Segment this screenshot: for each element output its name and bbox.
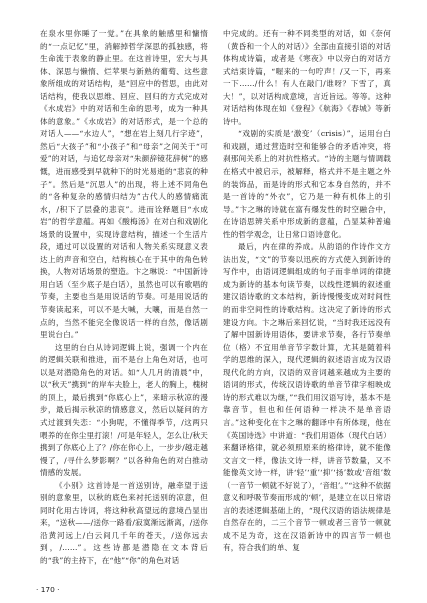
body-paragraph: 中完成的。还有一种不同类型的对话，如《奈何（黄昏和一个人的对话）》全部由直接引语的对话体构成诗篇，或者是《寒夜》中以旁白的对话方式结束诗篇，“喔来的一句咛声！/又一下，再来一下……/什么！有人在敲门/谁呀？下雪了，真大！”，以对话构成意境，言近旨远。等等。这种对话结构体现在如《登程》《航海》《春城》等新诗中。: [223, 29, 391, 126]
body-paragraph: “戏剧的实质是‘激变’（crisis）”，运用台白和戏剧，通过营造时空和能够合的矛盾冲突，将刹那间关系上的对抗性格式。“诗的主题与情调载在格式中被启示，被解释，格式并不是主题之外的装饰品，而是诗的形式和它本身自然的，并不是一首诗的“外衣”，它乃是一种有机体上的引导。”卞之琳的诗就在富有爆发性的时空融合中，在诗语思辨关系中形成新的意蕴，凸显某种普遍性的哲学观念，让日常口语诗意化。: [223, 129, 391, 239]
body-paragraph: 这里的台白从诗词逻辑上说，强调一个内在的逻辑关联和推进，而不是台上角色对话，也可以是对潜隐角色的对话。如“人几月的清晨”中，以“秋天”携到“的岸车夫脸上，老人的胸上，槐树的顶上，最后携到“你底心上”，来暗示秋凉的漫步，最后揭示秋凉的情感意义，然后以疑问的方式过渡到失恋：“小狗呢，不懂得季节，/这两只喂养的在你尘里打滚！/可是年轻人，怎么让/秋天携到了你底心上了？/你在你心上，一步步/越走越慢了，/寻什么梦影啊？”以各种角色的对白推动情感的发展。: [40, 342, 208, 478]
page-number: · 170 ·: [36, 585, 60, 594]
right-column: [223, 28, 391, 576]
body-paragraph: 在泉水里你睡了一觉。”在具象的触感里和慵惰的“一点记忆”里，消解掉哲学深思的孤独感，将生命流于表象的静止里。在这首诗里，宏大与具体、深思与懒惰、烂苹果与新熟的葡萄、这些意象所组成的对话结构，是“回应中的哲思，由此对话结构，使我以思维、回应、回归的方式完成对《水成岩》中的对话和生命的思考，成为一种具体的意象。”《水成岩》的对话形式，是一个总的对话人——“水边人”，“想在岩上刻几行字迹”，然后“大孩子”和“小孩子”和“母亲”之间关于“可爱”的对话，与追忆母亲对“朱颜辞镜花辞树”的感慨，进而感受到早就种下的时光易逝的“悲哀的种子”。然后是“沉思人”的出现，将上述不同角色的“各种复杂的感情归结为”古代人的感情痛流水，/积下了层叠的悲哀”。进而诠释题目“水成岩”的哲学意蕴。再如《酸梅汤》在对白和戏剧化场景的设置中，实现诗意结构，描述一个生活片段，通过可以设置的对话和人物关系实现意义表达上的声音和空白，结构核心在于其中的角色转换，人物对话场景的塑造。卞之琳说：“中国新诗用白话（至少底子是白话），虽然也可以有歌唱的节奏，主要也当是用说话的节奏。可是用说话的节奏读起来，可以不是大喊，大嚷，而是自然一点的，当然不能完全像说话一样的自然，像话剧里说台白。”: [40, 29, 208, 340]
body-paragraph: 《小别》这首诗是一首送别诗，融牵望于送别的意象里，以秋的底色来衬托送别的凉意，但同时化用古诗词，将这种秋高望远的意境凸显出来，“送秋——/送你一路看/寂寞渐远渐离，/送你沿黄河远上/白云间几千年的苍天，/送你远去到，/……”。这些诗都是潜隐在文本背后的“我”的主持下，在“他”“你”的角色对话: [40, 480, 208, 565]
left-column: [40, 28, 208, 576]
body-paragraph: 最后，内在律的养成。从韵语的作诗作文方法出发，“文”的节奏以迅疾的方式使入到新诗的写作中，由语词逻辑组成的句子而非单词的律捷成为新诗的基本句读节奏，以线性逻辑的叙述重建汉语诗歌的文本结构，新诗慢慢变成对时间性的而非空间性的诗歌结构。这决定了新诗的形式建设方向。卞之琳后来回忆说，“当时我还远没有了解中国新诗用语体，要讲求节奏，各行节奏单位（格）不宜用单音节字数计算，尤其是随着科学的思维的深入，现代逻辑的叙述语言成为汉语现代化的方向，汉语的双音词越来越成为主要的语词的形式，传统汉语诗歌的单音节律字相映成诗的形式难以为继，”“我们用汉语写诗，基本不是靠音节，但也和任何语种一样决不是单音语言。”这种变化在卞之琳的翻译中有所体现，他在《英国诗选》中讲道：“我们用语体（现代白话）来翻译格律，就必须照原来的格律诗，就不能像文言文一样，像法文诗一样，讲音节数量，又不能像英文诗一样，讲‘轻’‘重’‘抑’‘扬’数或‘音组’数（一音节一顿就不好说了），‘音组’。”“这种不依据意义和呼吸节奏而形成的‘顿’，是建立在以日常语言的表述逻辑基础上的，“现代汉语的语法规律是自然存在的，二三个音节一顿或者三音节一顿就成不足为奇，这在汉语新诗中的四言节一顿也有，符合我们的单、复: [223, 242, 391, 553]
